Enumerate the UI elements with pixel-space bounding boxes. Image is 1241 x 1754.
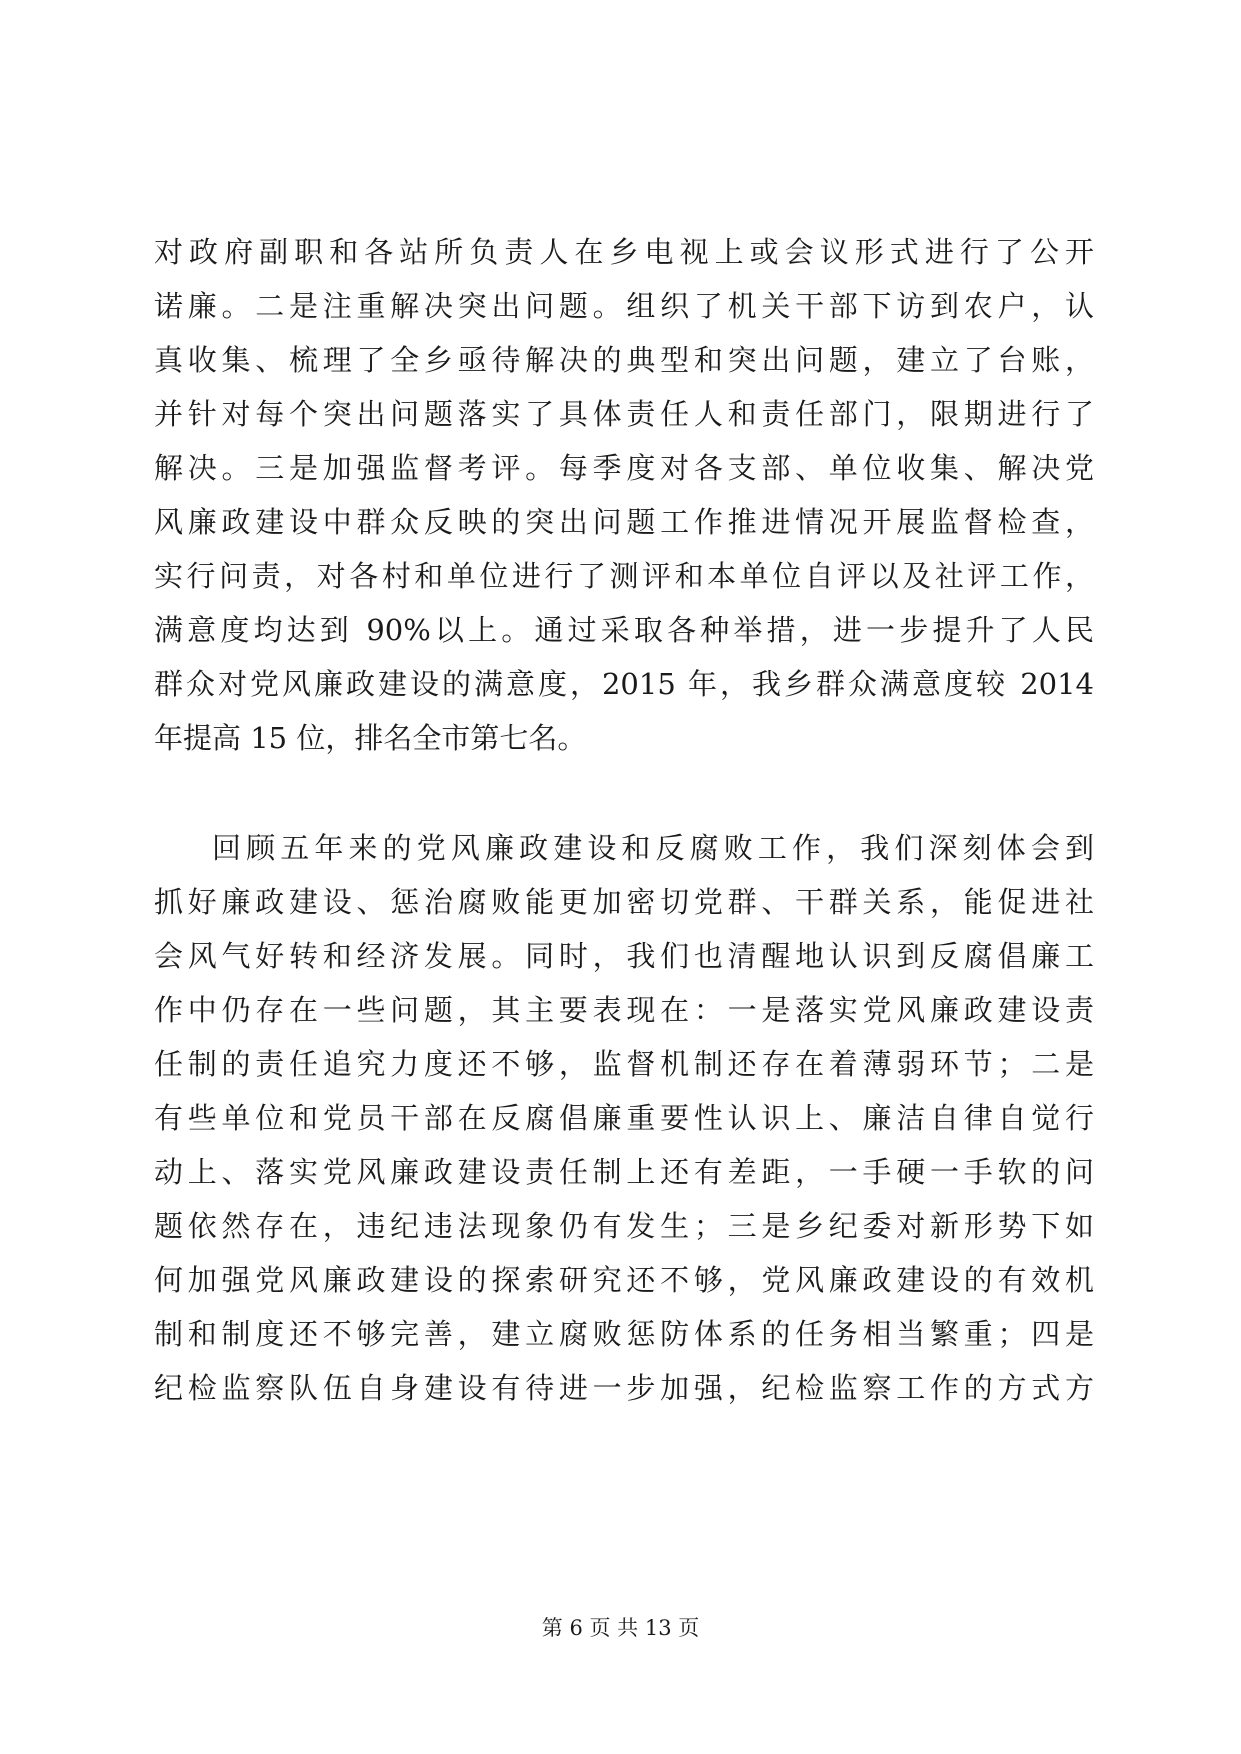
text-line: 制和制度还不够完善，建立腐败惩防体系的任务相当繁重；四是 [154,1317,1094,1351]
text-line: 有些单位和党员干部在反腐倡廉重要性认识上、廉洁自律自觉行 [154,1101,1094,1135]
text-line: 任制的责任追究力度还不够，监督机制还存在着薄弱环节；二是 [154,1047,1094,1081]
paragraph-2 [154,821,1094,1415]
text-line: 满意度均达到 90%以上。通过采取各种举措，进一步提升了人民 [154,613,1094,647]
text-line: 回顾五年来的党风廉政建设和反腐败工作，我们深刻体会到 [212,831,1094,865]
text-line: 题依然存在，违纪违法现象仍有发生；三是乡纪委对新形势下如 [154,1209,1094,1243]
text-line: 对政府副职和各站所负责人在乡电视上或会议形式进行了公开 [154,235,1094,269]
text-line: 解决。三是加强监督考评。每季度对各支部、单位收集、解决党 [154,451,1094,485]
text-line: 诺廉。二是注重解决突出问题。组织了机关干部下访到农户，认 [154,289,1094,323]
text-line: 风廉政建设中群众反映的突出问题工作推进情况开展监督检查， [154,505,1094,539]
paragraph-1 [154,225,1094,765]
text-line: 真收集、梳理了全乡亟待解决的典型和突出问题，建立了台账， [154,343,1094,377]
text-line: 何加强党风廉政建设的探索研究还不够，党风廉政建设的有效机 [154,1263,1094,1297]
text-line: 作中仍存在一些问题，其主要表现在：一是落实党风廉政建设责 [154,993,1094,1027]
page-number: 第 6 页 共 13 页 [541,1616,700,1640]
text-line: 实行问责，对各村和单位进行了测评和本单位自评以及社评工作， [154,559,1094,593]
text-line: 纪检监察队伍自身建设有待进一步加强，纪检监察工作的方式方 [154,1371,1094,1405]
text-line: 会风气好转和经济发展。同时，我们也清醒地认识到反腐倡廉工 [154,939,1094,973]
text-line: 抓好廉政建设、惩治腐败能更加密切党群、干群关系，能促进社 [154,885,1094,919]
text-line: 并针对每个突出问题落实了具体责任人和责任部门，限期进行了 [154,397,1094,431]
text-line: 动上、落实党风廉政建设责任制上还有差距，一手硬一手软的问 [154,1155,1094,1189]
text-line: 年提高 15 位，排名全市第七名。 [154,721,587,755]
text-line: 群众对党风廉政建设的满意度，2015 年，我乡群众满意度较 2014 [154,667,1094,701]
